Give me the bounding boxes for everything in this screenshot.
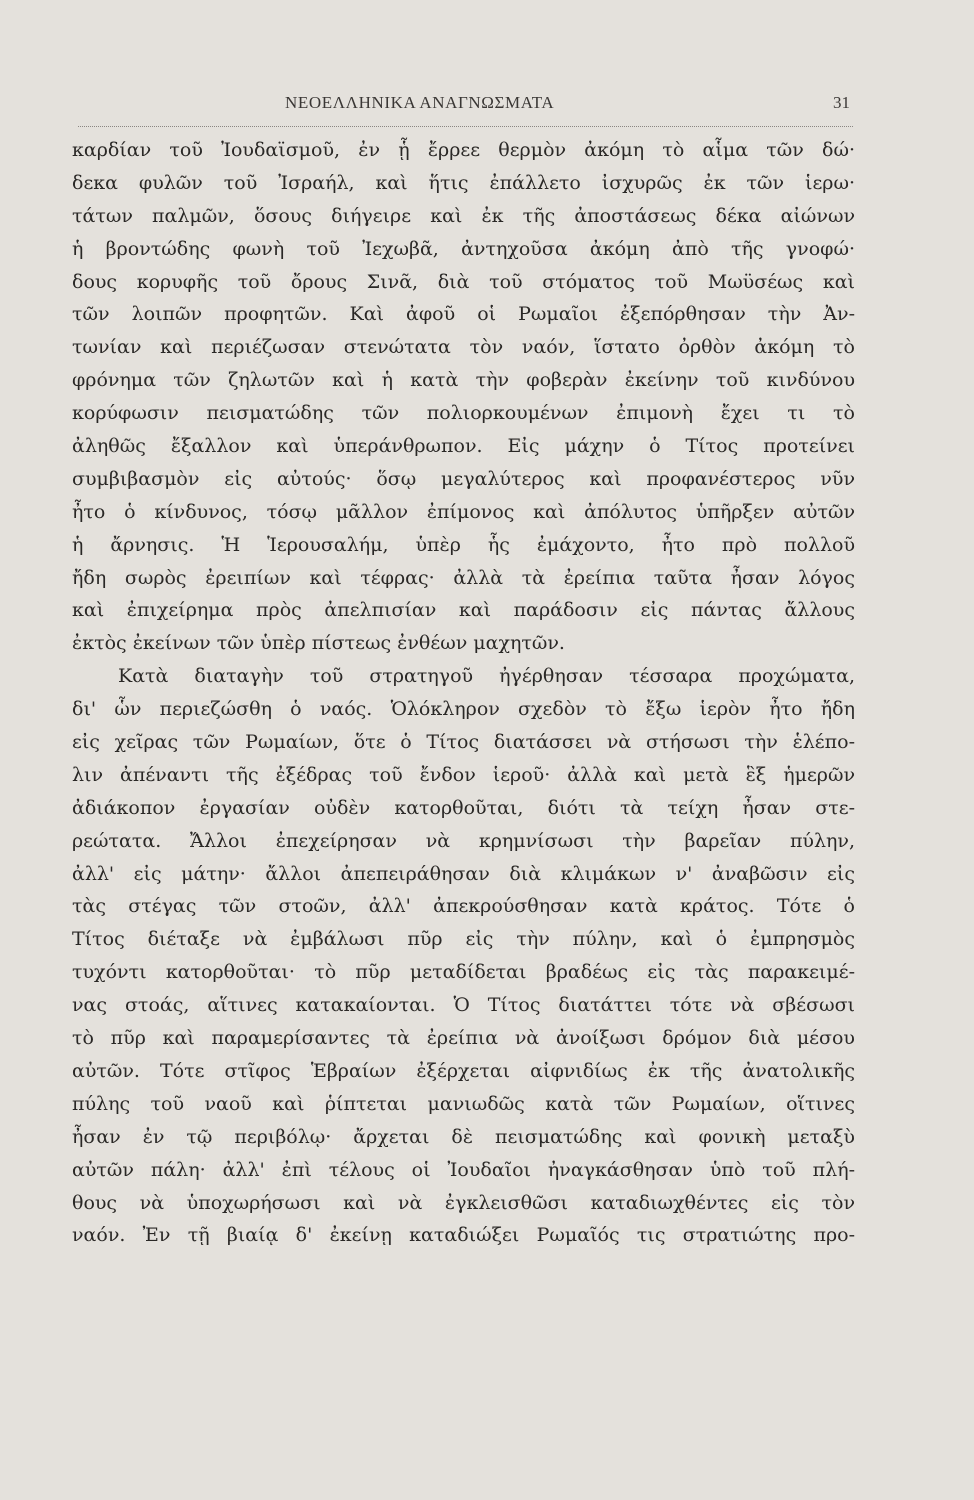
text-line: ἀληθῶς ἔξαλλον καὶ ὑπεράνθρωπον. Εἰς μάχην ὁ Τίτος προτείνει: [72, 435, 855, 458]
text-line: πύλης τοῦ ναοῦ καὶ ῥίπτεται μανιωδῶς κατὰ τῶν Ρωμαίων, οἵτινες: [72, 1092, 855, 1115]
paragraph-end-line: ἐκτὸς ἐκείνων τῶν ὑπὲρ πίστεως ἐνθέων μαχητῶν.: [72, 632, 565, 655]
text-line: ἀδιάκοπον ἐργασίαν οὐδὲν κατορθοῦται, διότι τὰ τείχη ἦσαν στε-: [72, 796, 855, 819]
text-line: τὰς στέγας τῶν στοῶν, ἀλλ' ἀπεκρούσθησαν κατὰ κράτος. Τότε ὁ: [72, 895, 855, 918]
text-line: καὶ ἐπιχείρημα πρὸς ἀπελπισίαν καὶ παράδοσιν εἰς πάντας ἄλλους: [72, 599, 855, 622]
text-line: αὐτῶν. Τότε στῖφος Ἑβραίων ἐξέρχεται αἰφνιδίως ἐκ τῆς ἀνατολικῆς: [72, 1059, 855, 1082]
text-line: αὐτῶν πάλη· ἀλλ' ἐπὶ τέλους οἱ Ἰουδαῖοι ἠναγκάσθησαν ὑπὸ τοῦ πλή-: [72, 1158, 855, 1181]
text-line: τωνίαν καὶ περιέζωσαν στενώτατα τὸν ναόν, ἵστατο ὀρθὸν ἀκόμη τὸ: [72, 336, 855, 359]
running-title: ΝΕΟΕΛΛΗΝΙΚΑ ΑΝΑΓΝΩΣΜΑΤΑ: [285, 93, 555, 112]
header-rule: [78, 126, 853, 127]
text-line: λιν ἀπέναντι τῆς ἐξέδρας τοῦ ἔνδον ἱεροῦ· ἀλλὰ καὶ μετὰ ἓξ ἡμερῶν: [72, 763, 855, 786]
text-line: ἤδη σωρὸς ἐρειπίων καὶ τέφρας· ἀλλὰ τὰ ἐρείπια ταῦτα ἦσαν λόγος: [72, 566, 855, 589]
text-line: δεκα φυλῶν τοῦ Ἰσραήλ, καὶ ἥτις ἐπάλλετο ἰσχυρῶς ἐκ τῶν ἱερω·: [72, 171, 855, 194]
text-line: δους κορυφῆς τοῦ ὄρους Σινᾶ, διὰ τοῦ στόματος τοῦ Μωϋσέως καὶ: [72, 270, 855, 293]
text-line: κορύφωσιν πεισματώδης τῶν πολιορκουμένων ἐπιμονὴ ἔχει τι τὸ: [72, 402, 855, 425]
text-line: δι' ὧν περιεζώσθη ὁ ναός. Ὁλόκληρον σχεδὸν τὸ ἔξω ἱερὸν ἦτο ἤδη: [72, 698, 855, 721]
text-line: τυχόντι κατορθοῦται· τὸ πῦρ μεταδίδεται βραδέως εἰς τὰς παρακειμέ-: [72, 961, 855, 984]
text-line: νας στοάς, αἵτινες κατακαίονται. Ὁ Τίτος διατάττει τότε νὰ σβέσωσι: [72, 994, 855, 1017]
text-line: ναόν. Ἐν τῇ βιαίᾳ δ' ἐκείνῃ καταδιώξει Ρωμαῖός τις στρατιώτης προ-: [72, 1224, 855, 1247]
text-line: τὸ πῦρ καὶ παραμερίσαντες τὰ ἐρείπια νὰ ἀνοίξωσι δρόμον διὰ μέσου: [72, 1027, 855, 1050]
page-number: 31: [833, 93, 850, 112]
text-line: φρόνημα τῶν ζηλωτῶν καὶ ἡ κατὰ τὴν φοβερὰν ἐκείνην τοῦ κινδύνου: [72, 369, 855, 392]
text-line: ἦτο ὁ κίνδυνος, τόσῳ μᾶλλον ἐπίμονος καὶ ἀπόλυτος ὑπῆρξεν αὐτῶν: [72, 500, 855, 523]
running-head: [80, 93, 850, 121]
text-line: τῶν λοιπῶν προφητῶν. Καὶ ἀφοῦ οἱ Ρωμαῖοι ἐξεπόρθησαν τὴν Ἀν-: [72, 303, 855, 326]
text-line: καρδίαν τοῦ Ἰουδαϊσμοῦ, ἐν ᾗ ἔρρεε θερμὸν ἀκόμη τὸ αἷμα τῶν δώ·: [72, 139, 855, 161]
text-line: ἡ ἄρνησις. Ἡ Ἱερουσαλήμ, ὑπὲρ ἧς ἐμάχοντο, ἦτο πρὸ πολλοῦ: [72, 533, 855, 556]
text-line: εἰς χεῖρας τῶν Ρωμαίων, ὅτε ὁ Τίτος διατάσσει νὰ στήσωσι τὴν ἑλέπο-: [72, 731, 855, 754]
text-line: θους νὰ ὑποχωρήσωσι καὶ νὰ ἐγκλεισθῶσι καταδιωχθέντες εἰς τὸν: [72, 1191, 855, 1214]
text-line: ἦσαν ἐν τῷ περιβόλῳ· ἄρχεται δὲ πεισματώδης καὶ φονικὴ μεταξὺ: [72, 1125, 855, 1148]
text-line: ἀλλ' εἰς μάτην· ἄλλοι ἀπεπειράθησαν διὰ κλιμάκων ν' ἀναβῶσιν εἰς: [72, 862, 855, 885]
text-line: Τίτος διέταξε νὰ ἐμβάλωσι πῦρ εἰς τὴν πύλην, καὶ ὁ ἐμπρησμὸς: [72, 928, 855, 951]
text-line: ἡ βροντώδης φωνὴ τοῦ Ἰεχωβᾶ, ἀντηχοῦσα ἀκόμη ἀπὸ τῆς γνοφώ·: [72, 237, 855, 260]
paragraph-start-line: Κατὰ διαταγὴν τοῦ στρατηγοῦ ἠγέρθησαν τέσσαρα προχώματα,: [118, 665, 855, 688]
text-line: τάτων παλμῶν, ὅσους διήγειρε καὶ ἐκ τῆς ἀποστάσεως δέκα αἰώνων: [72, 204, 855, 227]
text-line: ρεώτατα. Ἄλλοι ἐπεχείρησαν νὰ κρημνίσωσι τὴν βαρεῖαν πύλην,: [72, 829, 855, 852]
body-text: [72, 134, 855, 1252]
text-line: συμβιβασμὸν εἰς αὐτούς· ὅσῳ μεγαλύτερος καὶ προφανέστερος νῦν: [72, 467, 855, 490]
